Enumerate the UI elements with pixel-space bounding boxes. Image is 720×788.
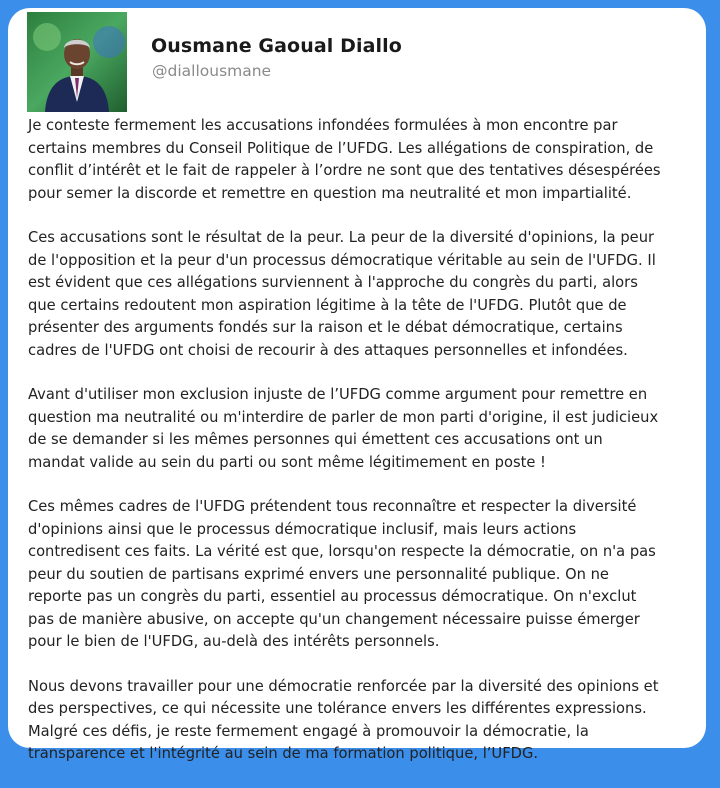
post-text-line: certains membres du Conseil Politique de l’UFDG. Les allégations de conspiration, de [28, 139, 654, 157]
post-body [28, 115, 700, 788]
post-text-line: conflit d’intérêt et le fait de rappeler à l’ordre ne sont que des tentatives désespérées [28, 162, 661, 179]
post-text-line: transparence et l'intégrité au sein de ma formation politique, l’UFDG. [28, 745, 538, 762]
post-paragraph [28, 384, 700, 474]
post-text-line: contredisent ces faits. La vérité est que, lorsqu'on respecte la démocratie, on n'a pas [28, 543, 656, 560]
avatar[interactable] [27, 12, 127, 112]
post-text-line: que certains redoutent mon aspiration légitime à la tête de l'UFDG. Plutôt que de [28, 296, 627, 314]
post-text-line: est évident que ces allégations surviennent à l'approche du congrès du parti, alors [28, 274, 638, 291]
post-card [8, 8, 706, 762]
post-text-line: question ma neutralité ou m'interdire de parler de mon parti d'origine, il est judicieux [28, 408, 659, 426]
post-text-line: mandat valide au sein du parti ou sont même légitimement en poste ! [28, 453, 546, 471]
author-name[interactable]: Ousmane Gaoual Diallo [151, 35, 402, 57]
post-text-line: présenter des arguments fondés sur la raison et le débat démocratique, certains [28, 319, 623, 336]
post-text-line: de se demander si les mêmes personnes qui émettent ces accusations ont un [28, 431, 603, 448]
post-text-line: peur du soutien de partisans exprimé envers une personnalité publique. On ne [28, 565, 609, 583]
post-text-line: cadres de l'UFDG ont choisi de recourir à des attaques personnelles et infondées. [28, 341, 628, 359]
post-text-line: Ces accusations sont le résultat de la peur. La peur de la diversité d'opinions, la peur [28, 229, 655, 246]
profile-photo-avatar [27, 12, 127, 112]
post-text-line: des perspectives, ce qui nécessite une tolérance envers les différentes expressions. [28, 700, 647, 717]
post-text-line: de l'opposition et la peur d'un processus démocratique véritable au sein de l'UFDG. Il [28, 251, 656, 269]
post-text-line: Je conteste fermement les accusations infondées formulées à mon encontre par [28, 117, 618, 134]
post-text-line: d'opinions ainsi que le processus démocratique inclusif, mais leurs actions [28, 520, 577, 538]
post-text-line: Malgré ces défis, je reste fermement engagé à promouvoir la démocratie, la [28, 722, 589, 740]
post-text-line: Nous devons travailler pour une démocratie renforcée par la diversité des opinions et [28, 677, 659, 695]
post-text-line: reporte pas un congrès du parti, essentiel au processus démocratique. On n'exclut [28, 588, 637, 605]
post-paragraph [28, 676, 700, 766]
post-paragraph [28, 227, 700, 362]
post-text-line: Ces mêmes cadres de l'UFDG prétendent tous reconnaître et respecter la diversité [28, 498, 637, 515]
post-text-line: Avant d'utiliser mon exclusion injuste de l’UFDG comme argument pour remettre en [28, 386, 648, 403]
post-text-line: pas de manière abusive, on accepte qu'un changement nécessaire puisse émerger [28, 610, 640, 628]
post-text-line: pour le bien de l'UFDG, au-delà des intérêts personnels. [28, 633, 440, 650]
post-text-line: pour semer la discorde et remettre en question ma neutralité et mon impartialité. [28, 184, 632, 202]
post-paragraph [28, 496, 700, 654]
author-handle[interactable]: @diallousmane [152, 62, 272, 80]
post-paragraph [28, 115, 700, 205]
